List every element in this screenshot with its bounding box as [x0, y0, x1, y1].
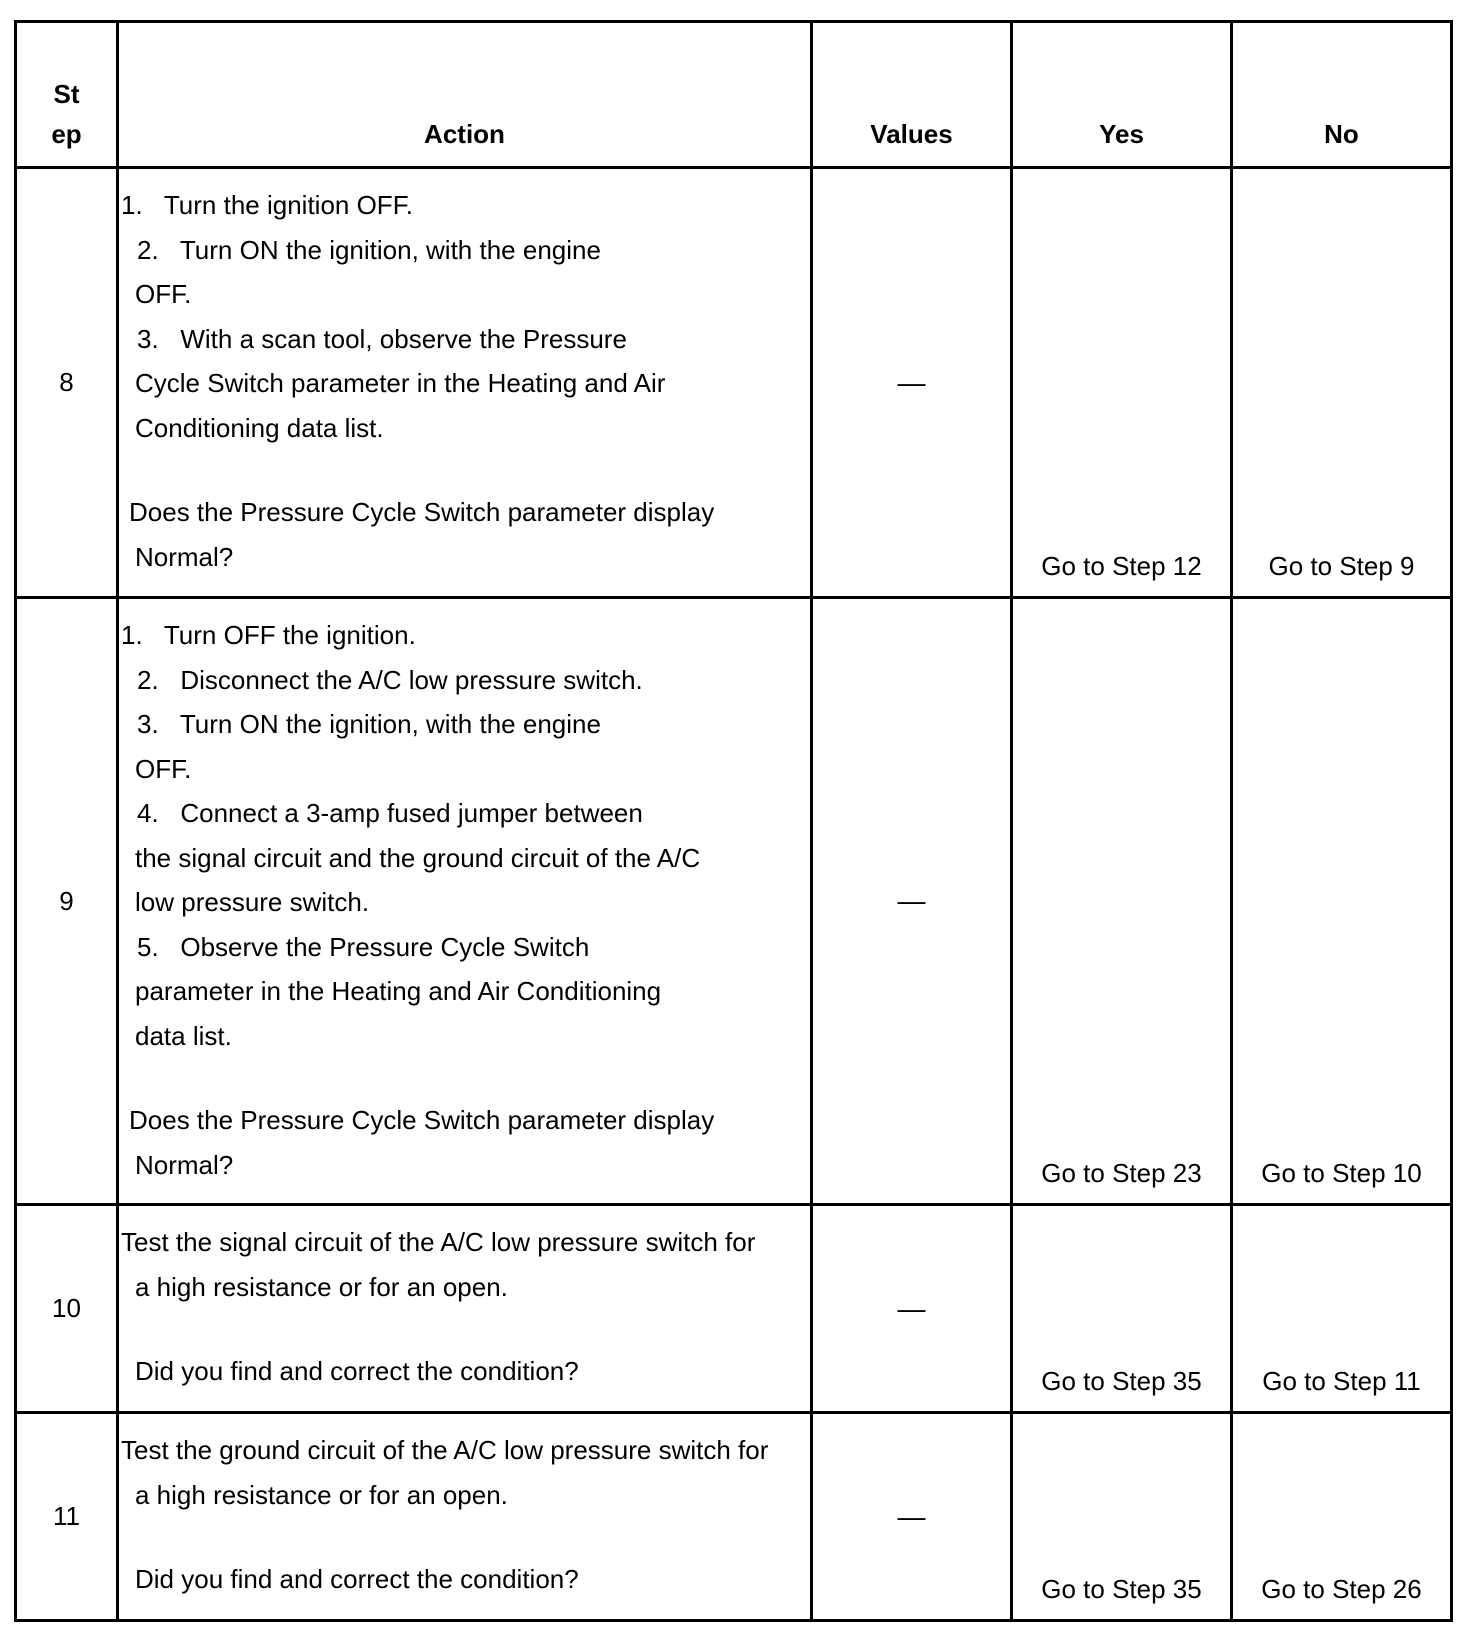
- yes-link: Go to Step 12: [1041, 551, 1202, 581]
- question-line: Does the Pressure Cycle Switch parameter display: [129, 497, 715, 527]
- yes-cell: [1012, 598, 1232, 1205]
- header-values: Values: [812, 22, 1012, 168]
- table-row: [16, 1413, 1452, 1621]
- no-cell: [1232, 168, 1452, 598]
- action-cell: [118, 168, 812, 598]
- question-line: Normal?: [135, 1149, 234, 1180]
- header-row: [16, 22, 1452, 168]
- step-number: 9: [16, 598, 118, 1205]
- no-link: Go to Step 26: [1261, 1574, 1422, 1604]
- no-link: Go to Step 9: [1268, 551, 1415, 581]
- header-yes: Yes: [1012, 22, 1232, 168]
- action-line: low pressure switch.: [135, 887, 370, 917]
- action-line: data list.: [135, 1020, 232, 1051]
- diagnostic-table: [14, 20, 1453, 1622]
- question-line: Normal?: [135, 541, 234, 572]
- action-cell: [118, 598, 812, 1205]
- question-line: Did you find and correct the condition?: [135, 1356, 579, 1386]
- action-line: the signal circuit and the ground circuit of the A/C: [135, 842, 701, 873]
- action-line: 4. Connect a 3-amp fused jumper between: [137, 798, 643, 828]
- table-row: [16, 168, 1452, 598]
- values-cell: —: [812, 168, 1012, 598]
- action-line: 5. Observe the Pressure Cycle Switch: [137, 931, 590, 962]
- question-line: Does the Pressure Cycle Switch parameter display: [129, 1105, 715, 1135]
- values-cell: —: [812, 1413, 1012, 1621]
- no-cell: [1232, 598, 1452, 1205]
- action-line: 3. Turn ON the ignition, with the engine: [137, 709, 601, 739]
- step-number: 10: [16, 1205, 118, 1413]
- action-line: Test the ground circuit of the A/C low pressure switch for: [121, 1435, 769, 1465]
- header-action: Action: [118, 22, 812, 168]
- header-step: [16, 22, 118, 168]
- no-link: Go to Step 11: [1262, 1366, 1421, 1396]
- question-line: Did you find and correct the condition?: [135, 1564, 579, 1594]
- action-line: 2. Disconnect the A/C low pressure switch.: [137, 664, 643, 695]
- action-line: 3. With a scan tool, observe the Pressure: [137, 323, 627, 354]
- yes-cell: [1012, 168, 1232, 598]
- values-cell: —: [812, 1205, 1012, 1413]
- no-cell: [1232, 1205, 1452, 1413]
- step-number: 8: [16, 168, 118, 598]
- yes-link: Go to Step 23: [1041, 1158, 1202, 1188]
- action-cell: [118, 1205, 812, 1413]
- table-row: [16, 1205, 1452, 1413]
- step-number: 11: [16, 1413, 118, 1621]
- yes-link: Go to Step 35: [1041, 1366, 1202, 1396]
- no-cell: [1232, 1413, 1452, 1621]
- action-line: OFF.: [135, 279, 192, 309]
- action-line: a high resistance or for an open.: [135, 1271, 508, 1302]
- values-cell: —: [812, 598, 1012, 1205]
- yes-cell: [1012, 1205, 1232, 1413]
- yes-cell: [1012, 1413, 1232, 1621]
- action-cell: [118, 1413, 812, 1621]
- action-line: Conditioning data list.: [135, 412, 384, 443]
- action-line: 1. Turn OFF the ignition.: [121, 620, 416, 650]
- action-line: parameter in the Heating and Air Conditioning: [135, 976, 662, 1006]
- action-line: a high resistance or for an open.: [135, 1479, 508, 1510]
- action-line: Test the signal circuit of the A/C low pressure switch for: [121, 1227, 756, 1257]
- no-link: Go to Step 10: [1261, 1158, 1422, 1188]
- action-line: 1. Turn the ignition OFF.: [121, 190, 413, 220]
- yes-link: Go to Step 35: [1041, 1574, 1202, 1604]
- table-row: [16, 598, 1452, 1205]
- header-no: No: [1232, 22, 1452, 168]
- action-line: 2. Turn ON the ignition, with the engine: [137, 234, 601, 265]
- action-line: OFF.: [135, 753, 192, 784]
- action-line: Cycle Switch parameter in the Heating and Air: [135, 368, 666, 398]
- header-step-label: St ep: [51, 79, 82, 149]
